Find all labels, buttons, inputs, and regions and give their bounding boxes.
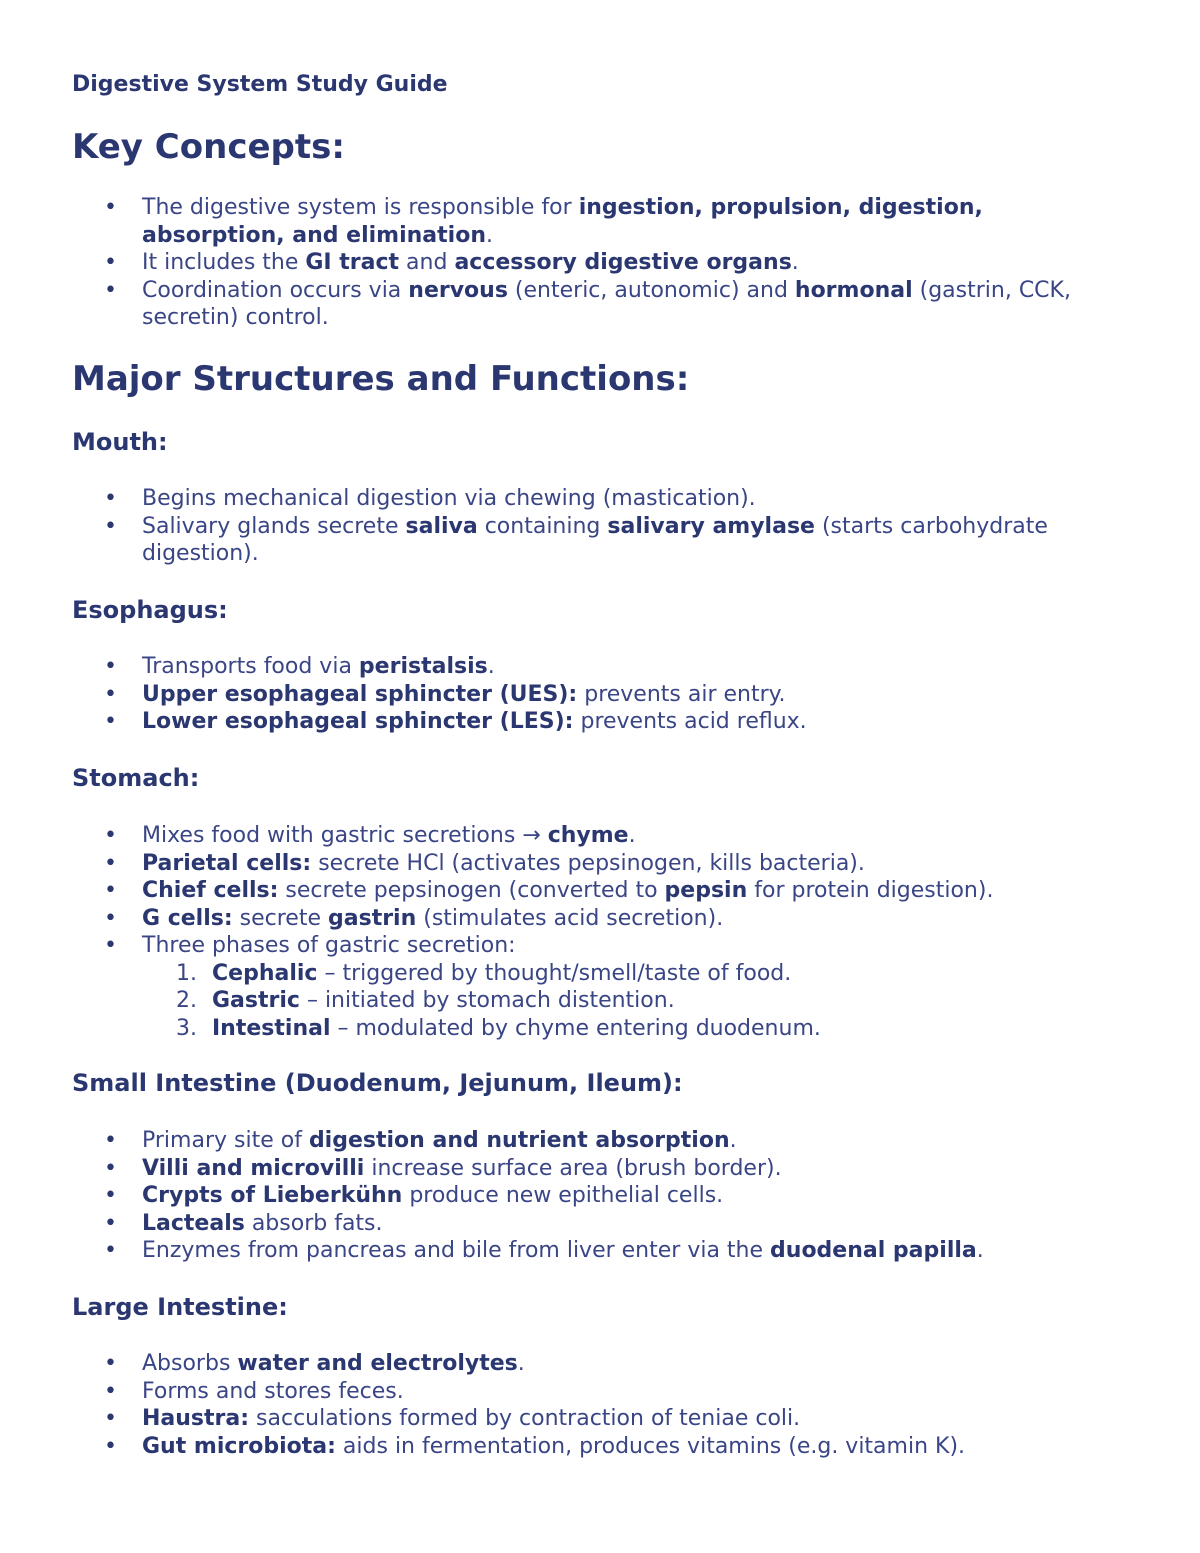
- item-text: and: [399, 250, 455, 275]
- item-text: secrete pepsinogen (converted to: [278, 878, 665, 903]
- bullet-icon: •: [104, 709, 117, 734]
- item-bold-term: Gastric: [212, 988, 300, 1013]
- numbered-sublist: [142, 960, 1120, 1043]
- item-text: .: [791, 250, 799, 275]
- bullet-icon: •: [104, 1183, 117, 1208]
- item-bold-term: salivary amylase: [607, 513, 815, 539]
- item-text: absorb fats.: [244, 1210, 383, 1236]
- item-bold-term: ingestion, propulsion, digestion, absorption, and elimination: [142, 195, 983, 248]
- numbered-item: [142, 1015, 1120, 1043]
- mouth-list: [0, 485, 1200, 568]
- item-text: secrete HCl (activates pepsinogen, kills bacteria).: [311, 850, 865, 876]
- item-bold-term: chyme: [547, 823, 629, 848]
- esophagus-heading: Esophagus:: [72, 596, 228, 624]
- bullet-icon: •: [104, 823, 117, 848]
- item-text: increase surface area (brush border).: [364, 1155, 782, 1181]
- item-bold-term: Cephalic: [212, 960, 318, 986]
- item-text: Salivary glands secrete: [142, 513, 406, 539]
- stomach-heading: Stomach:: [72, 764, 200, 792]
- key-concepts-heading: Key Concepts:: [72, 127, 345, 167]
- list-item: [0, 1155, 1200, 1183]
- item-bold-term: Chief cells:: [142, 878, 279, 903]
- bullet-icon: •: [104, 1351, 117, 1376]
- mouth-heading: Mouth:: [72, 428, 168, 456]
- item-bold-term: water and electrolytes: [237, 1351, 518, 1376]
- stomach-list: [0, 822, 1200, 1042]
- item-text: secrete: [232, 905, 328, 931]
- bullet-icon: •: [104, 195, 117, 220]
- list-item: [0, 653, 1200, 681]
- bullet-icon: •: [104, 1433, 117, 1459]
- list-item: [0, 681, 1200, 709]
- item-text: Transports food via: [142, 654, 359, 679]
- item-text: .: [976, 1238, 984, 1263]
- item-text: aids in fermentation, produces vitamins (e.g. vitamin K).: [335, 1433, 966, 1459]
- item-bold-term: saliva: [405, 513, 478, 539]
- item-bold-term: Intestinal: [212, 1015, 331, 1041]
- list-item: [0, 194, 1200, 249]
- bullet-icon: •: [104, 1378, 117, 1404]
- item-text: Three phases of gastric secretion:: [142, 933, 516, 958]
- bullet-icon: •: [104, 850, 117, 876]
- small-intestine-list: [0, 1127, 1200, 1265]
- bullet-icon: •: [104, 1210, 117, 1236]
- bullet-icon: •: [104, 905, 117, 931]
- item-bold-term: Haustra:: [142, 1406, 250, 1431]
- item-text: Enzymes from pancreas and bile from liver enter via the: [142, 1238, 771, 1263]
- item-bold-term: Gut microbiota:: [142, 1433, 336, 1459]
- item-text: Mixes food with gastric secretions →: [142, 823, 548, 848]
- large-intestine-heading: Large Intestine:: [72, 1293, 288, 1321]
- bullet-icon: •: [104, 1155, 117, 1181]
- bullet-icon: •: [104, 486, 117, 511]
- item-text: prevents air entry.: [577, 681, 786, 707]
- bullet-icon: •: [104, 1128, 117, 1153]
- item-text: – modulated by chyme entering duodenum.: [330, 1015, 821, 1041]
- item-text: produce new epithelial cells.: [402, 1183, 724, 1208]
- item-bold-term: Parietal cells:: [142, 850, 312, 876]
- list-item: [0, 822, 1200, 850]
- esophagus-list: [0, 653, 1200, 736]
- key-concepts-list: [0, 194, 1200, 332]
- item-bold-term: hormonal: [794, 277, 913, 303]
- item-bold-term: peristalsis: [358, 654, 488, 679]
- list-item: [0, 1405, 1200, 1433]
- item-bold-term: gastrin: [328, 905, 417, 931]
- item-text: (gastrin, CCK, secretin) control.: [142, 277, 1071, 330]
- item-text: .: [485, 222, 493, 248]
- item-text: It includes the: [142, 250, 306, 275]
- major-structures-heading: Major Structures and Functions:: [72, 359, 690, 399]
- list-item: [0, 1433, 1200, 1461]
- item-text: (starts carbohydrate digestion).: [142, 513, 1048, 566]
- bullet-icon: •: [104, 1406, 117, 1431]
- item-bold-term: digestion and nutrient absorption: [308, 1128, 730, 1153]
- numbered-item: [142, 960, 1120, 988]
- list-item: [0, 1237, 1200, 1265]
- list-item: [0, 1182, 1200, 1210]
- large-intestine-list: [0, 1350, 1200, 1460]
- item-text: – triggered by thought/smell/taste of food.: [317, 960, 792, 986]
- list-item: [0, 277, 1200, 332]
- item-bold-term: Crypts of Lieberkühn: [142, 1183, 403, 1208]
- bullet-icon: •: [104, 681, 117, 707]
- item-text: .: [517, 1351, 525, 1376]
- item-bold-term: nervous: [408, 277, 508, 303]
- item-text: .: [487, 654, 495, 679]
- list-item: [0, 513, 1200, 568]
- list-item: [0, 1210, 1200, 1238]
- item-bold-term: accessory digestive organs: [454, 250, 792, 275]
- item-text: – initiated by stomach distention.: [299, 988, 675, 1013]
- item-text: (enteric, autonomic) and: [507, 277, 795, 303]
- item-bold-term: GI tract: [305, 250, 400, 275]
- item-text: .: [729, 1128, 737, 1153]
- bullet-icon: •: [104, 933, 117, 958]
- item-bold-term: duodenal papilla: [770, 1238, 977, 1263]
- item-bold-term: Villi and microvilli: [142, 1155, 365, 1181]
- list-item: [0, 249, 1200, 277]
- numbered-item: [142, 987, 1120, 1015]
- item-text: Absorbs: [142, 1351, 238, 1376]
- bullet-icon: •: [104, 1238, 117, 1263]
- list-item: [0, 1378, 1200, 1406]
- item-text: Primary site of: [142, 1128, 309, 1153]
- list-item: [0, 932, 1200, 1042]
- list-item: [0, 485, 1200, 513]
- item-number: 2.: [176, 988, 197, 1013]
- small-intestine-heading: Small Intestine (Duodenum, Jejunum, Ileum):: [72, 1069, 683, 1097]
- item-text: The digestive system is responsible for: [142, 195, 579, 220]
- bullet-icon: •: [104, 250, 117, 275]
- item-number: 1.: [176, 960, 197, 986]
- list-item: [0, 877, 1200, 905]
- bullet-icon: •: [104, 654, 117, 679]
- item-text: (stimulates acid secretion).: [416, 905, 724, 931]
- item-text: Coordination occurs via: [142, 277, 409, 303]
- item-bold-term: Lacteals: [142, 1210, 245, 1236]
- item-text: .: [628, 823, 636, 848]
- item-bold-term: Upper esophageal sphincter (UES):: [142, 681, 578, 707]
- bullet-icon: •: [104, 878, 117, 903]
- list-item: [0, 1127, 1200, 1155]
- item-bold-term: G cells:: [142, 905, 233, 931]
- item-text: sacculations formed by contraction of teniae coli.: [249, 1406, 801, 1431]
- item-text: for protein digestion).: [747, 878, 994, 903]
- item-text: containing: [477, 513, 608, 539]
- document-title: Digestive System Study Guide: [72, 72, 448, 97]
- list-item: [0, 1350, 1200, 1378]
- list-item: [0, 708, 1200, 736]
- item-bold-term: Lower esophageal sphincter (LES):: [142, 709, 574, 734]
- list-item: [0, 850, 1200, 878]
- list-item: [0, 905, 1200, 933]
- bullet-icon: •: [104, 277, 117, 303]
- item-number: 3.: [176, 1015, 197, 1041]
- item-bold-term: pepsin: [664, 878, 748, 903]
- item-text: prevents acid reflux.: [573, 709, 807, 734]
- item-text: Forms and stores feces.: [142, 1378, 404, 1404]
- item-text: Begins mechanical digestion via chewing (mastication).: [142, 486, 756, 511]
- bullet-icon: •: [104, 513, 117, 539]
